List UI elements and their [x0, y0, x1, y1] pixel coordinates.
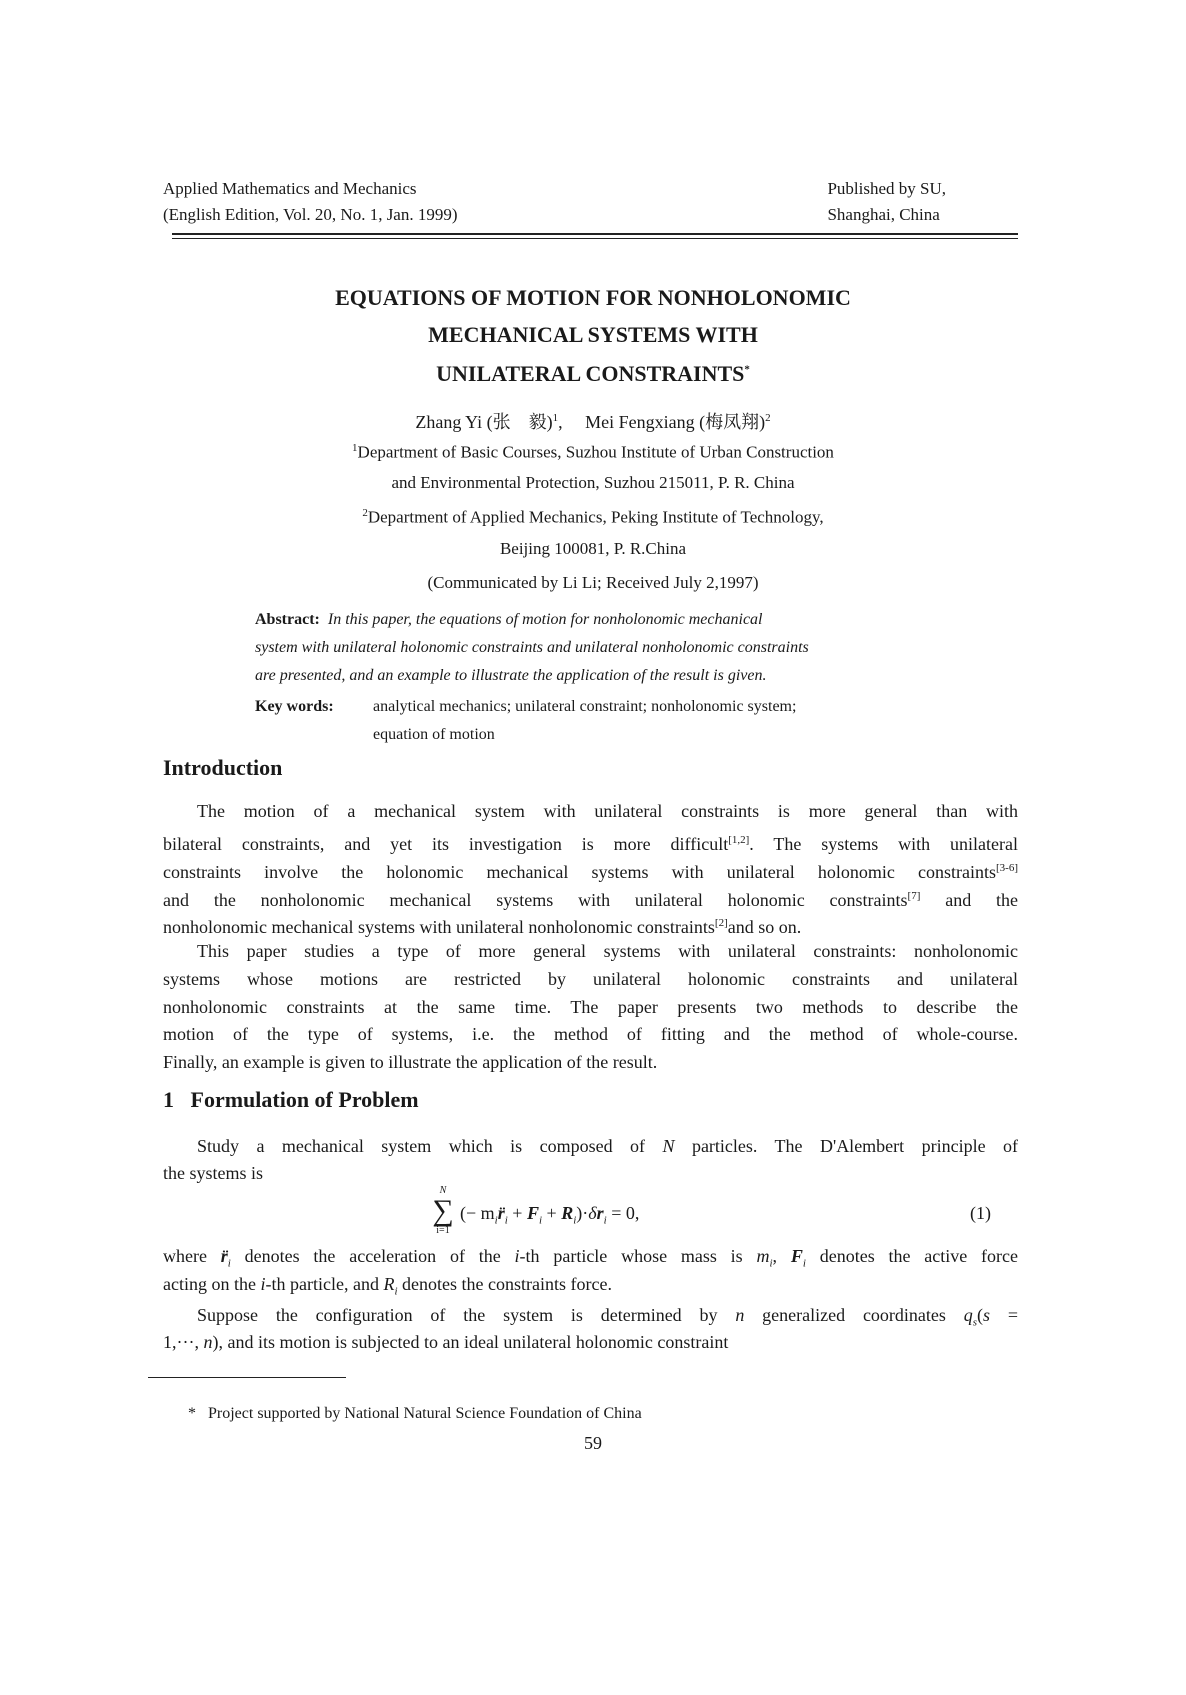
- paper-title-line3: UNILATERAL CONSTRAINTS*: [436, 361, 750, 386]
- sigma-symbol: ∑: [432, 1194, 454, 1227]
- page-number: 59: [584, 1433, 602, 1453]
- abstract-label: Abstract:: [255, 611, 320, 628]
- section-heading-introduction: Introduction: [163, 755, 283, 780]
- intro-p1-line4: and the nonholonomic mechanical systems with unilateral holonomic constraints[7] and the: [163, 890, 1019, 910]
- equation-1: (− $m_ir̈_i + F_i + R_i)\cdot\delta r_i = 0$,: [460, 1203, 640, 1227]
- sec1-line1: Study a mechanical system which is composed of N particles. The D'Alembert principle of: [197, 1136, 1019, 1156]
- affiliation-1-line2: and Environmental Protection, Suzhou 215011, P. R. China: [391, 473, 795, 492]
- equation-1-sum: N ∑ i=1: [423, 1186, 463, 1236]
- keywords: Key words: analytical mechanics; unilateral constraint; nonholonomic system; equation of motion: [255, 693, 935, 749]
- sec1-line4: acting on the i-th particle, and $R_i$ denotes the constraints force.: [163, 1274, 612, 1298]
- intro-p1-line3: constraints involve the holonomic mechanical systems with unilateral holonomic constraints[3-6]: [163, 862, 1018, 882]
- sec1-line3: where $r̈_i$ denotes the acceleration of the i-th particle whose mass is $m_i$, $F_i$ denotes the active force: [163, 1246, 1019, 1270]
- header-rule-top: [172, 233, 1018, 235]
- publisher-info: Published by SU, Shanghai, China: [827, 179, 946, 224]
- author-1: Zhang Yi (张 毅): [415, 412, 553, 432]
- author-2: Mei Fengxiang (梅凤翔): [585, 412, 766, 432]
- footnote-rule: [148, 1377, 346, 1378]
- intro-p1-line5: nonholonomic mechanical systems with unilateral nonholonomic constraints[2]and so on.: [163, 917, 802, 937]
- header-rule-bottom: [172, 238, 1018, 239]
- intro-p2-line2: systems whose motions are restricted by unilateral holonomic constraints and unilateral: [163, 969, 1018, 989]
- equation-1-number: (1): [970, 1203, 991, 1223]
- communicated-line: (Communicated by Li Li; Received July 2,1997): [427, 573, 759, 592]
- footnote: * Project supported by National Natural Science Foundation of China: [188, 1405, 642, 1422]
- sec1-line2: the systems is: [163, 1163, 264, 1183]
- title-footnote-mark: *: [744, 363, 750, 376]
- intro-p2-line5: Finally, an example is given to illustrate the application of the result.: [163, 1052, 658, 1072]
- authors: Zhang Yi (张 毅)$^1$, Mei Fengxiang (梅凤翔)$^2$: [415, 412, 771, 432]
- sec1-line6: 1,···, n), and its motion is subjected to an ideal unilateral holonomic constraint: [163, 1332, 729, 1352]
- paper-title-line1: EQUATIONS OF MOTION FOR NONHOLONOMIC: [335, 285, 851, 310]
- intro-p2-line1: This paper studies a type of more general systems with unilateral constraints: nonholonomic: [197, 941, 1018, 961]
- intro-p1-line2: bilateral constraints, and yet its investigation is more difficult[1,2]. The systems with unilateral: [163, 834, 1018, 854]
- keywords-label: Key words:: [255, 698, 334, 715]
- journal-name: Applied Mathematics and Mechanics (English Edition, Vol. 20, No. 1, Jan. 1999): [163, 179, 458, 224]
- intro-p1-line1: The motion of a mechanical system with unilateral constraints is more general than with: [197, 801, 1018, 821]
- section-heading-1: 1 Formulation of Problem: [163, 1087, 419, 1112]
- sec1-line5: Suppose the configuration of the system is determined by n generalized coordinates $q_s(s$ =: [197, 1305, 1019, 1329]
- affiliation-1-line1: $^1$Department of Basic Courses, Suzhou Institute of Urban Construction: [352, 442, 834, 462]
- intro-p2-line4: motion of the type of systems, i.e. the method of fitting and the method of whole-course.: [163, 1024, 1018, 1044]
- affiliation-2-line2: Beijing 100081, P. R.China: [499, 539, 687, 558]
- paper-title-line2: MECHANICAL SYSTEMS WITH: [428, 322, 758, 347]
- affiliation-2-line1: $^2$Department of Applied Mechanics, Peking Institute of Technology,: [362, 507, 824, 527]
- intro-p2-line3: nonholonomic constraints at the same time. The paper presents two methods to describe the: [163, 997, 1018, 1017]
- abstract: Abstract: In this paper, the equations of motion for nonholonomic mechanical system with unilateral holonomic constraints and unilateral nonholonomic constraints are presented, and an example to illustrate the application of the result is given.: [255, 611, 809, 684]
